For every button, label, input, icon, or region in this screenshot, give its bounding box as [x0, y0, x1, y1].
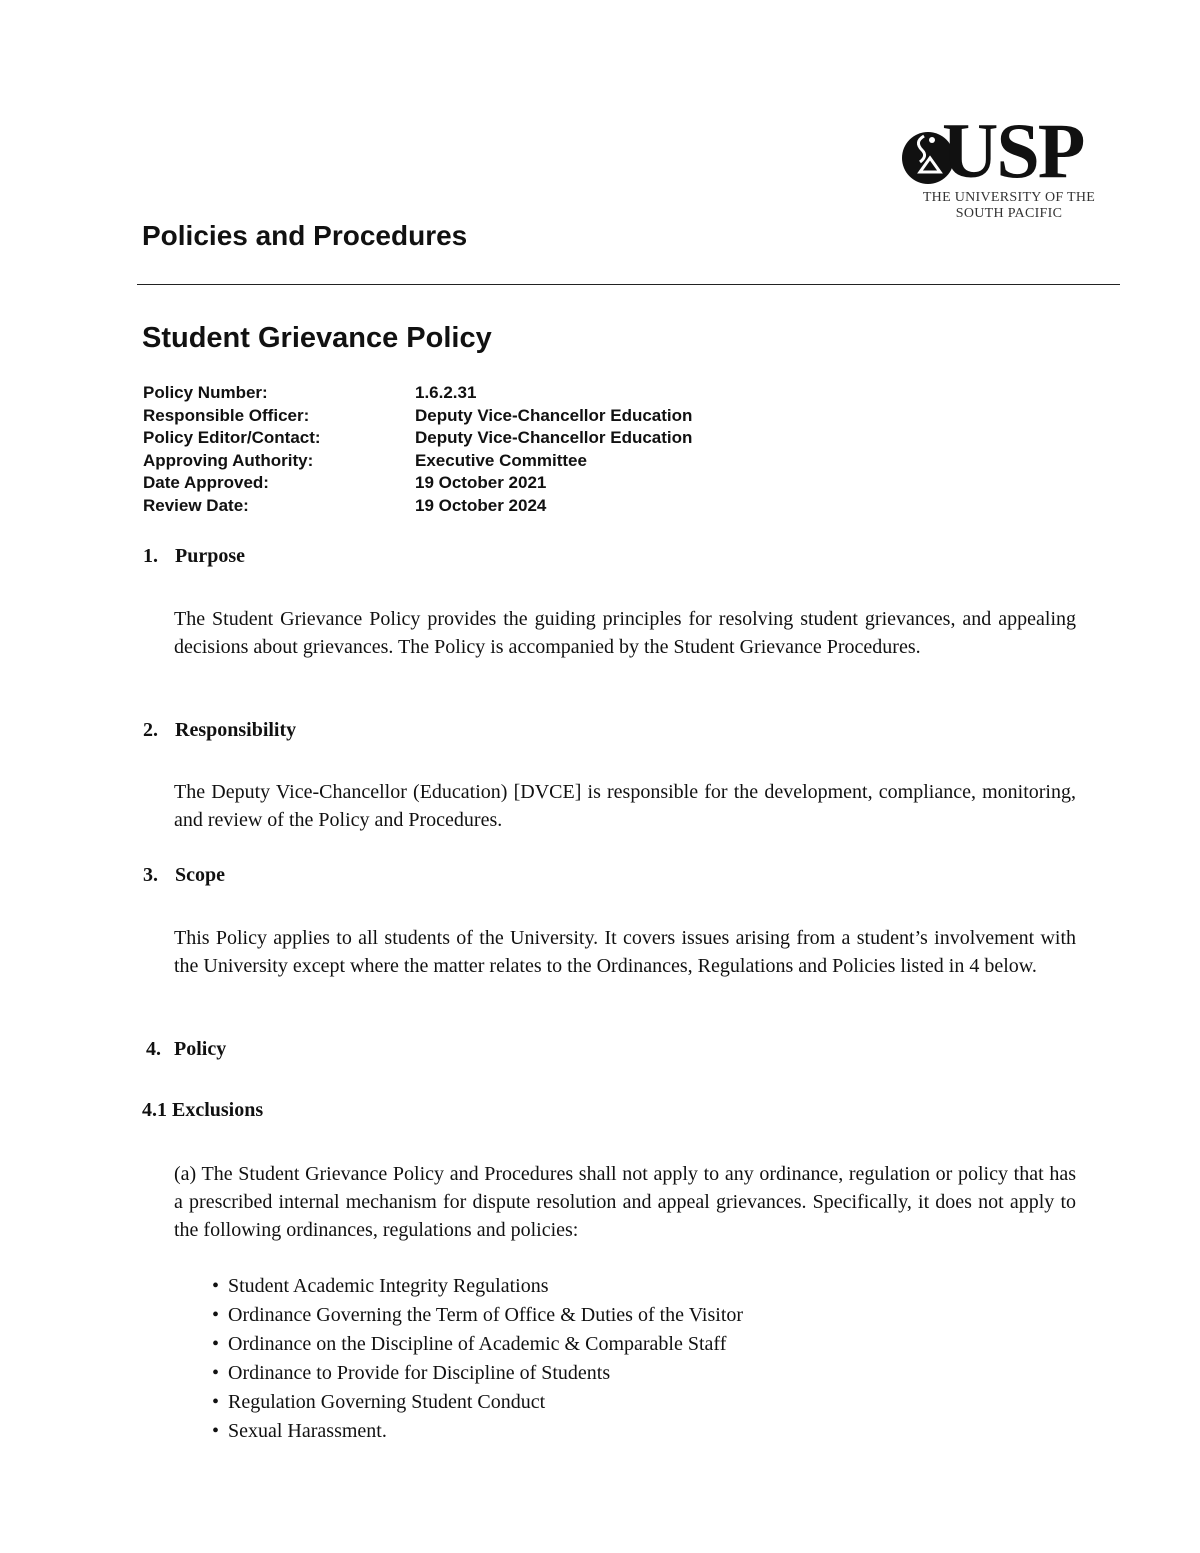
usp-logo: [900, 107, 1116, 224]
meta-row: Policy Number: 1.6.2.31: [143, 383, 477, 402]
page-header-title: Policies and Procedures: [142, 220, 468, 251]
meta-row: Date Approved: 19 October 2021: [143, 473, 547, 493]
meta-row: Policy Editor/Contact: Deputy Vice-Chancellor Education: [143, 428, 693, 448]
exclusions-list: [212, 1272, 743, 1446]
logo-wordmark: USP: [942, 107, 1084, 194]
section-text-responsibility: The Deputy Vice-Chancellor (Education) [DVCE] is responsible for the development, compliance, monitoring, and review of the Policy and Procedures.: [174, 781, 1076, 831]
subsection-heading-exclusions: 4.1 Exclusions: [142, 1099, 264, 1121]
document-title: Student Grievance Policy: [142, 322, 492, 354]
subsection-text-exclusions: (a) The Student Grievance Policy and Procedures shall not apply to any ordinance, regulation or policy that has a prescribed internal mechanism for dispute resolution and appeal grievances. Specifically, it does not apply to the following ordinances, regulations and policies:: [174, 1163, 1076, 1241]
list-item: • Student Academic Integrity Regulations: [212, 1272, 743, 1301]
section-heading-scope: 3. Scope: [143, 864, 225, 886]
list-item: • Sexual Harassment.: [212, 1417, 743, 1446]
list-item: • Ordinance to Provide for Discipline of Students: [212, 1359, 743, 1388]
meta-row: Responsible Officer: Deputy Vice-Chancellor Education: [143, 405, 693, 425]
list-item: • Regulation Governing Student Conduct: [212, 1388, 743, 1417]
section-heading-policy: 4. Policy: [146, 1038, 227, 1060]
policy-metadata: [143, 382, 692, 518]
header-divider: [137, 284, 1120, 285]
list-item: • Ordinance on the Discipline of Academic & Comparable Staff: [212, 1330, 743, 1359]
list-item: • Ordinance Governing the Term of Office & Duties of the Visitor: [212, 1301, 743, 1330]
logo-org-name: THE UNIVERSITY OF THE SOUTH PACIFIC: [922, 190, 1096, 221]
section-text-scope: This Policy applies to all students of the University. It covers issues arising from a student’s involvement with the University except where the matter relates to the Ordinances, Regulations and Policies listed in 4 below.: [174, 927, 1076, 977]
meta-row: Approving Authority: Executive Committee: [143, 450, 587, 470]
section-text-purpose: The Student Grievance Policy provides the guiding principles for resolving student grievances, and appealing decisions about grievances. The Policy is accompanied by the Student Grievance Procedures.: [174, 608, 1076, 658]
section-heading-responsibility: 2. Responsibility: [143, 719, 297, 741]
meta-row: Review Date: 19 October 2024: [143, 495, 547, 515]
section-heading-purpose: 1. Purpose: [143, 545, 245, 567]
